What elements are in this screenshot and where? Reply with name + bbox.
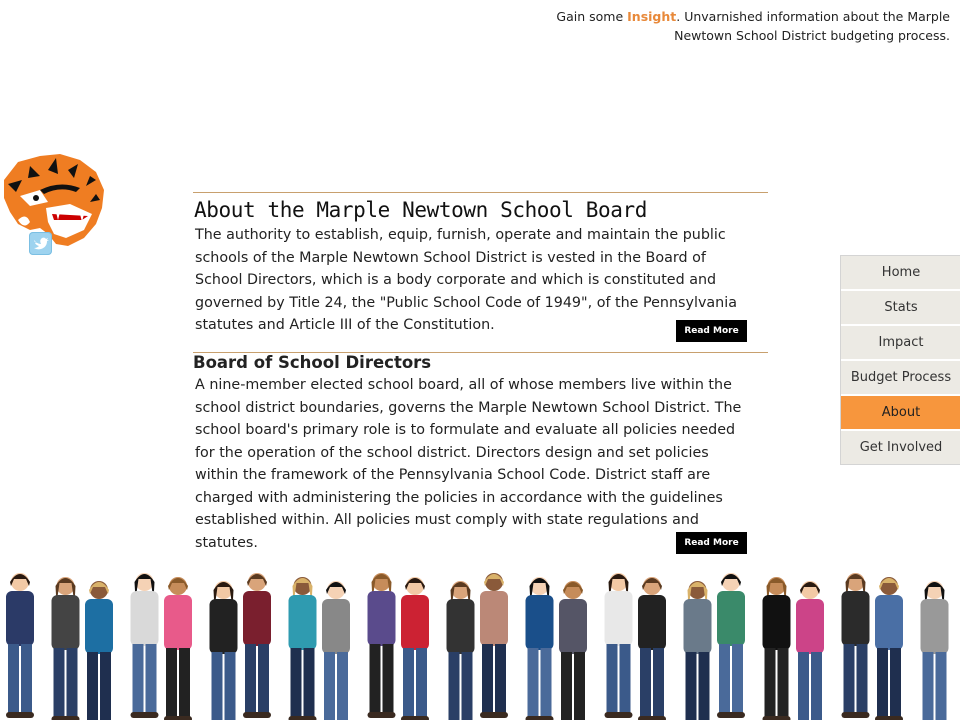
nav-item-budget-process[interactable]: Budget Process — [841, 361, 960, 396]
board-read-more-button[interactable]: Read More — [676, 532, 747, 554]
nav-item-stats[interactable]: Stats — [841, 291, 960, 326]
main-nav — [840, 255, 960, 465]
site-tagline — [530, 7, 950, 45]
divider-top — [193, 192, 768, 193]
board-paragraph: A nine-member elected school board, all of whose members live within the school district boundaries, governs the Marple Newtown School District. The school board's primary role is to formulate and evaluate all policies needed for the operation of the school district. Directors design and set policies within the framework of the Pennsylvania School Code. District staff are charged with administering the policies in accordance with the guidelines established within. All policies must comply with state regulations and statutes. — [195, 377, 742, 551]
students-photo — [0, 560, 960, 720]
about-paragraph: The authority to establish, equip, furnish, operate and maintain the public schools of the Marple Newtown School District is vested in the Board of School Directors, which is a body corporate and which is constituted and governed by Title 24, the "Public School Code of 1949", of the Pennsylvania statutes and Article III of the Constitution. — [195, 227, 737, 333]
nav-item-impact[interactable]: Impact — [841, 326, 960, 361]
tagline-highlight: Insight — [627, 9, 677, 24]
twitter-icon[interactable] — [29, 232, 52, 255]
tagline-suffix: . Unvarnished information about the Marple Newtown School District budgeting process. — [674, 9, 950, 43]
nav-item-get-involved[interactable]: Get Involved — [859, 440, 943, 455]
nav-item-about[interactable]: About — [841, 396, 960, 431]
about-read-more-button[interactable]: Read More — [676, 320, 747, 342]
nav-item-home[interactable]: Home — [841, 256, 960, 291]
tiger-logo[interactable] — [0, 150, 110, 250]
page-title: About the Marple Newtown School Board — [194, 198, 647, 222]
tagline-prefix: Gain some — [556, 9, 628, 24]
board-heading: Board of School Directors — [193, 353, 432, 372]
